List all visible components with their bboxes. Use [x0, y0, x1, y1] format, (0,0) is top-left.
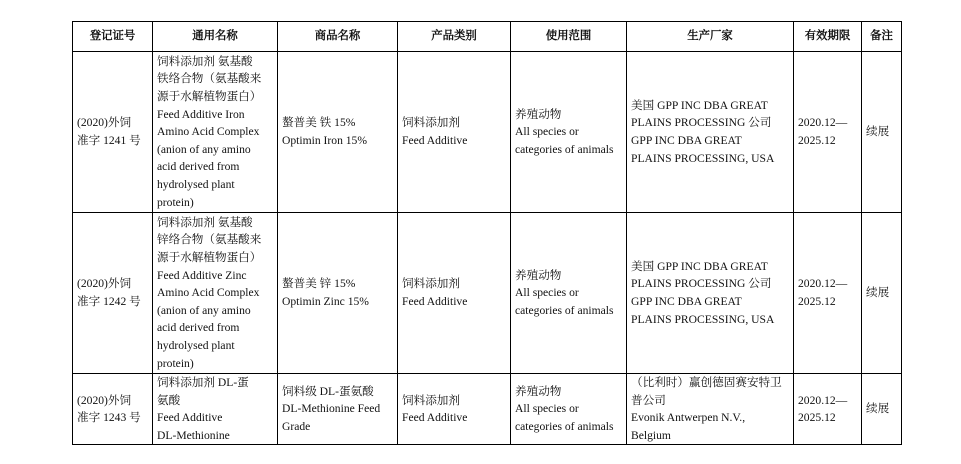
manufacturer-cell: 美国 GPP INC DBA GREAT PLAINS PROCESSING 公司 GPP INC DBA GREAT PLAINS PROCESSING, USA: [627, 213, 794, 374]
scope-cell: 养殖动物 All species or categories of animals: [511, 52, 627, 213]
table-row: [73, 374, 902, 445]
header-common-name: 通用名称: [153, 22, 278, 52]
manufacturer-cell: （比利时）赢创德固赛安特卫 普公司 Evonik Antwerpen N.V., Belgium: [627, 374, 794, 445]
trade-name-cell: 饲料级 DL-蛋氨酸 DL-Methionine Feed Grade: [278, 374, 398, 445]
reg-no-cell: (2020)外饲 准字 1242 号: [73, 213, 153, 374]
header-trade-name: 商品名称: [278, 22, 398, 52]
header-reg-no: 登记证号: [73, 22, 153, 52]
common-name-cell: 饲料添加剂 氨基酸 铁络合物（氨基酸来 源于水解植物蛋白） Feed Additive Iron Amino Acid Complex (anion of any amino acid derived from hydrolysed plant protein): [153, 52, 278, 213]
reg-no-cell: (2020)外饲 准字 1241 号: [73, 52, 153, 213]
table-row: [73, 213, 902, 374]
registration-table: [72, 21, 902, 445]
table-row: [73, 52, 902, 213]
header-validity: 有效期限: [794, 22, 862, 52]
header-row: [73, 22, 902, 52]
remark-cell: 续展: [862, 374, 902, 445]
reg-no-cell: (2020)外饲 准字 1243 号: [73, 374, 153, 445]
scope-cell: 养殖动物 All species or categories of animals: [511, 374, 627, 445]
category-cell: 饲料添加剂 Feed Additive: [398, 374, 511, 445]
header-remark: 备注: [862, 22, 902, 52]
common-name-cell: 饲料添加剂 DL-蛋 氨酸 Feed Additive DL-Methionine: [153, 374, 278, 445]
header-scope: 使用范围: [511, 22, 627, 52]
manufacturer-cell: 美国 GPP INC DBA GREAT PLAINS PROCESSING 公司 GPP INC DBA GREAT PLAINS PROCESSING, USA: [627, 52, 794, 213]
trade-name-cell: 螯普美 铁 15% Optimin Iron 15%: [278, 52, 398, 213]
validity-cell: 2020.12— 2025.12: [794, 374, 862, 445]
validity-cell: 2020.12— 2025.12: [794, 213, 862, 374]
remark-cell: 续展: [862, 213, 902, 374]
trade-name-cell: 螯普美 锌 15% Optimin Zinc 15%: [278, 213, 398, 374]
common-name-cell: 饲料添加剂 氨基酸 锌络合物（氨基酸来 源于水解植物蛋白） Feed Additive Zinc Amino Acid Complex (anion of any amino acid derived from hydrolysed plant protein): [153, 213, 278, 374]
category-cell: 饲料添加剂 Feed Additive: [398, 52, 511, 213]
remark-cell: 续展: [862, 52, 902, 213]
scope-cell: 养殖动物 All species or categories of animals: [511, 213, 627, 374]
validity-cell: 2020.12— 2025.12: [794, 52, 862, 213]
header-category: 产品类别: [398, 22, 511, 52]
header-manufacturer: 生产厂家: [627, 22, 794, 52]
category-cell: 饲料添加剂 Feed Additive: [398, 213, 511, 374]
